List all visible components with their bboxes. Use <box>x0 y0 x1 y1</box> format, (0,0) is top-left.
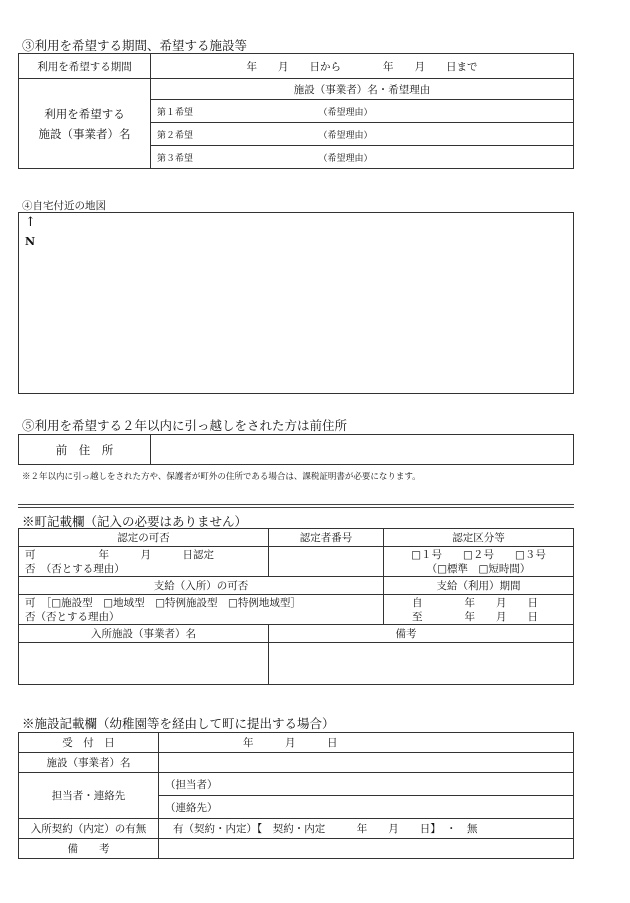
facility-remarks-label: 備 考 <box>19 839 159 859</box>
home-map-box[interactable] <box>18 212 574 394</box>
received-date-value[interactable]: 年 月 日 <box>159 733 574 753</box>
person-field[interactable]: （担当者） <box>159 773 574 796</box>
previous-address-field[interactable] <box>151 435 574 465</box>
cert-header: 認定の可否 <box>19 529 269 547</box>
tax-certificate-note: ※２年以内に引っ越しをされた方や、保護者が町外の住所である場合は、課税証明書が必要になります。 <box>22 472 421 482</box>
previous-address-label: 前 住 所 <box>19 435 151 465</box>
facility-header: 施設（事業者）名・希望理由 <box>151 79 574 100</box>
choice-3: 第３希望 <box>151 146 299 169</box>
received-date-label: 受 付 日 <box>19 733 159 753</box>
contract-label: 入所契約（内定）の有無 <box>19 819 159 839</box>
admitted-facility-field[interactable] <box>19 643 269 685</box>
choice-3-reason[interactable]: （希望理由） <box>299 146 574 169</box>
cert-approval[interactable]: 可 年 月 日認定 否 （否とする理由） <box>19 547 269 577</box>
section5-heading: ⑤利用を希望する２年以内に引っ越しをされた方は前住所 <box>22 418 348 433</box>
remarks-field[interactable] <box>269 643 574 685</box>
contact-field[interactable]: （連絡先） <box>159 796 574 819</box>
contract-value[interactable]: 有（契約・内定）【 契約・内定 年 月 日】 ・ 無 <box>159 819 574 839</box>
facility-name-label: 施設（事業者）名 <box>19 753 159 773</box>
section4-heading: ④自宅付近の地図 <box>22 200 106 212</box>
choice-2-reason[interactable]: （希望理由） <box>299 123 574 146</box>
contact-label: 担当者・連絡先 <box>19 773 159 819</box>
facility-name-field[interactable] <box>159 753 574 773</box>
cert-number-field[interactable] <box>269 547 384 577</box>
period-value[interactable]: 年 月 日から 年 月 日まで <box>151 54 574 79</box>
admitted-facility-header: 入所施設（事業者）名 <box>19 625 269 643</box>
cert-number-header: 認定者番号 <box>269 529 384 547</box>
period-label: 利用を希望する期間 <box>19 54 151 79</box>
facility-table <box>18 732 574 859</box>
town-table <box>18 528 574 685</box>
supply-header: 支給（入所）の可否 <box>19 577 384 595</box>
previous-address-table <box>18 434 574 465</box>
facility-label: 利用を希望する 施設（事業者）名 <box>19 79 151 169</box>
supply-period-header: 支給（利用）期間 <box>384 577 574 595</box>
desired-facility-table <box>18 53 574 169</box>
double-divider <box>18 504 574 508</box>
north-arrow-icon: ↑ <box>25 215 36 230</box>
remarks-header: 備考 <box>269 625 574 643</box>
choice-1-reason[interactable]: （希望理由） <box>299 100 574 123</box>
facility-remarks-field[interactable] <box>159 839 574 859</box>
supply-period[interactable]: 自 年 月 日 至 年 月 日 <box>384 595 574 625</box>
town-section-heading: ※町記載欄（記入の必要はありません） <box>22 514 248 529</box>
cert-class-header: 認定区分等 <box>384 529 574 547</box>
north-label: N <box>25 235 36 248</box>
choice-2: 第２希望 <box>151 123 299 146</box>
facility-section-heading: ※施設記載欄（幼稚園等を経由して町に提出する場合） <box>22 716 335 731</box>
choice-1: 第１希望 <box>151 100 299 123</box>
supply-approval[interactable]: 可 ［□施設型 □地域型 □特例施設型 □特例地域型］ 否（否とする理由） <box>19 595 384 625</box>
section3-heading: ③利用を希望する期間、希望する施設等 <box>22 38 248 53</box>
cert-class-options[interactable]: □１号 □２号 □３号 （□標準 □短時間） <box>384 547 574 577</box>
